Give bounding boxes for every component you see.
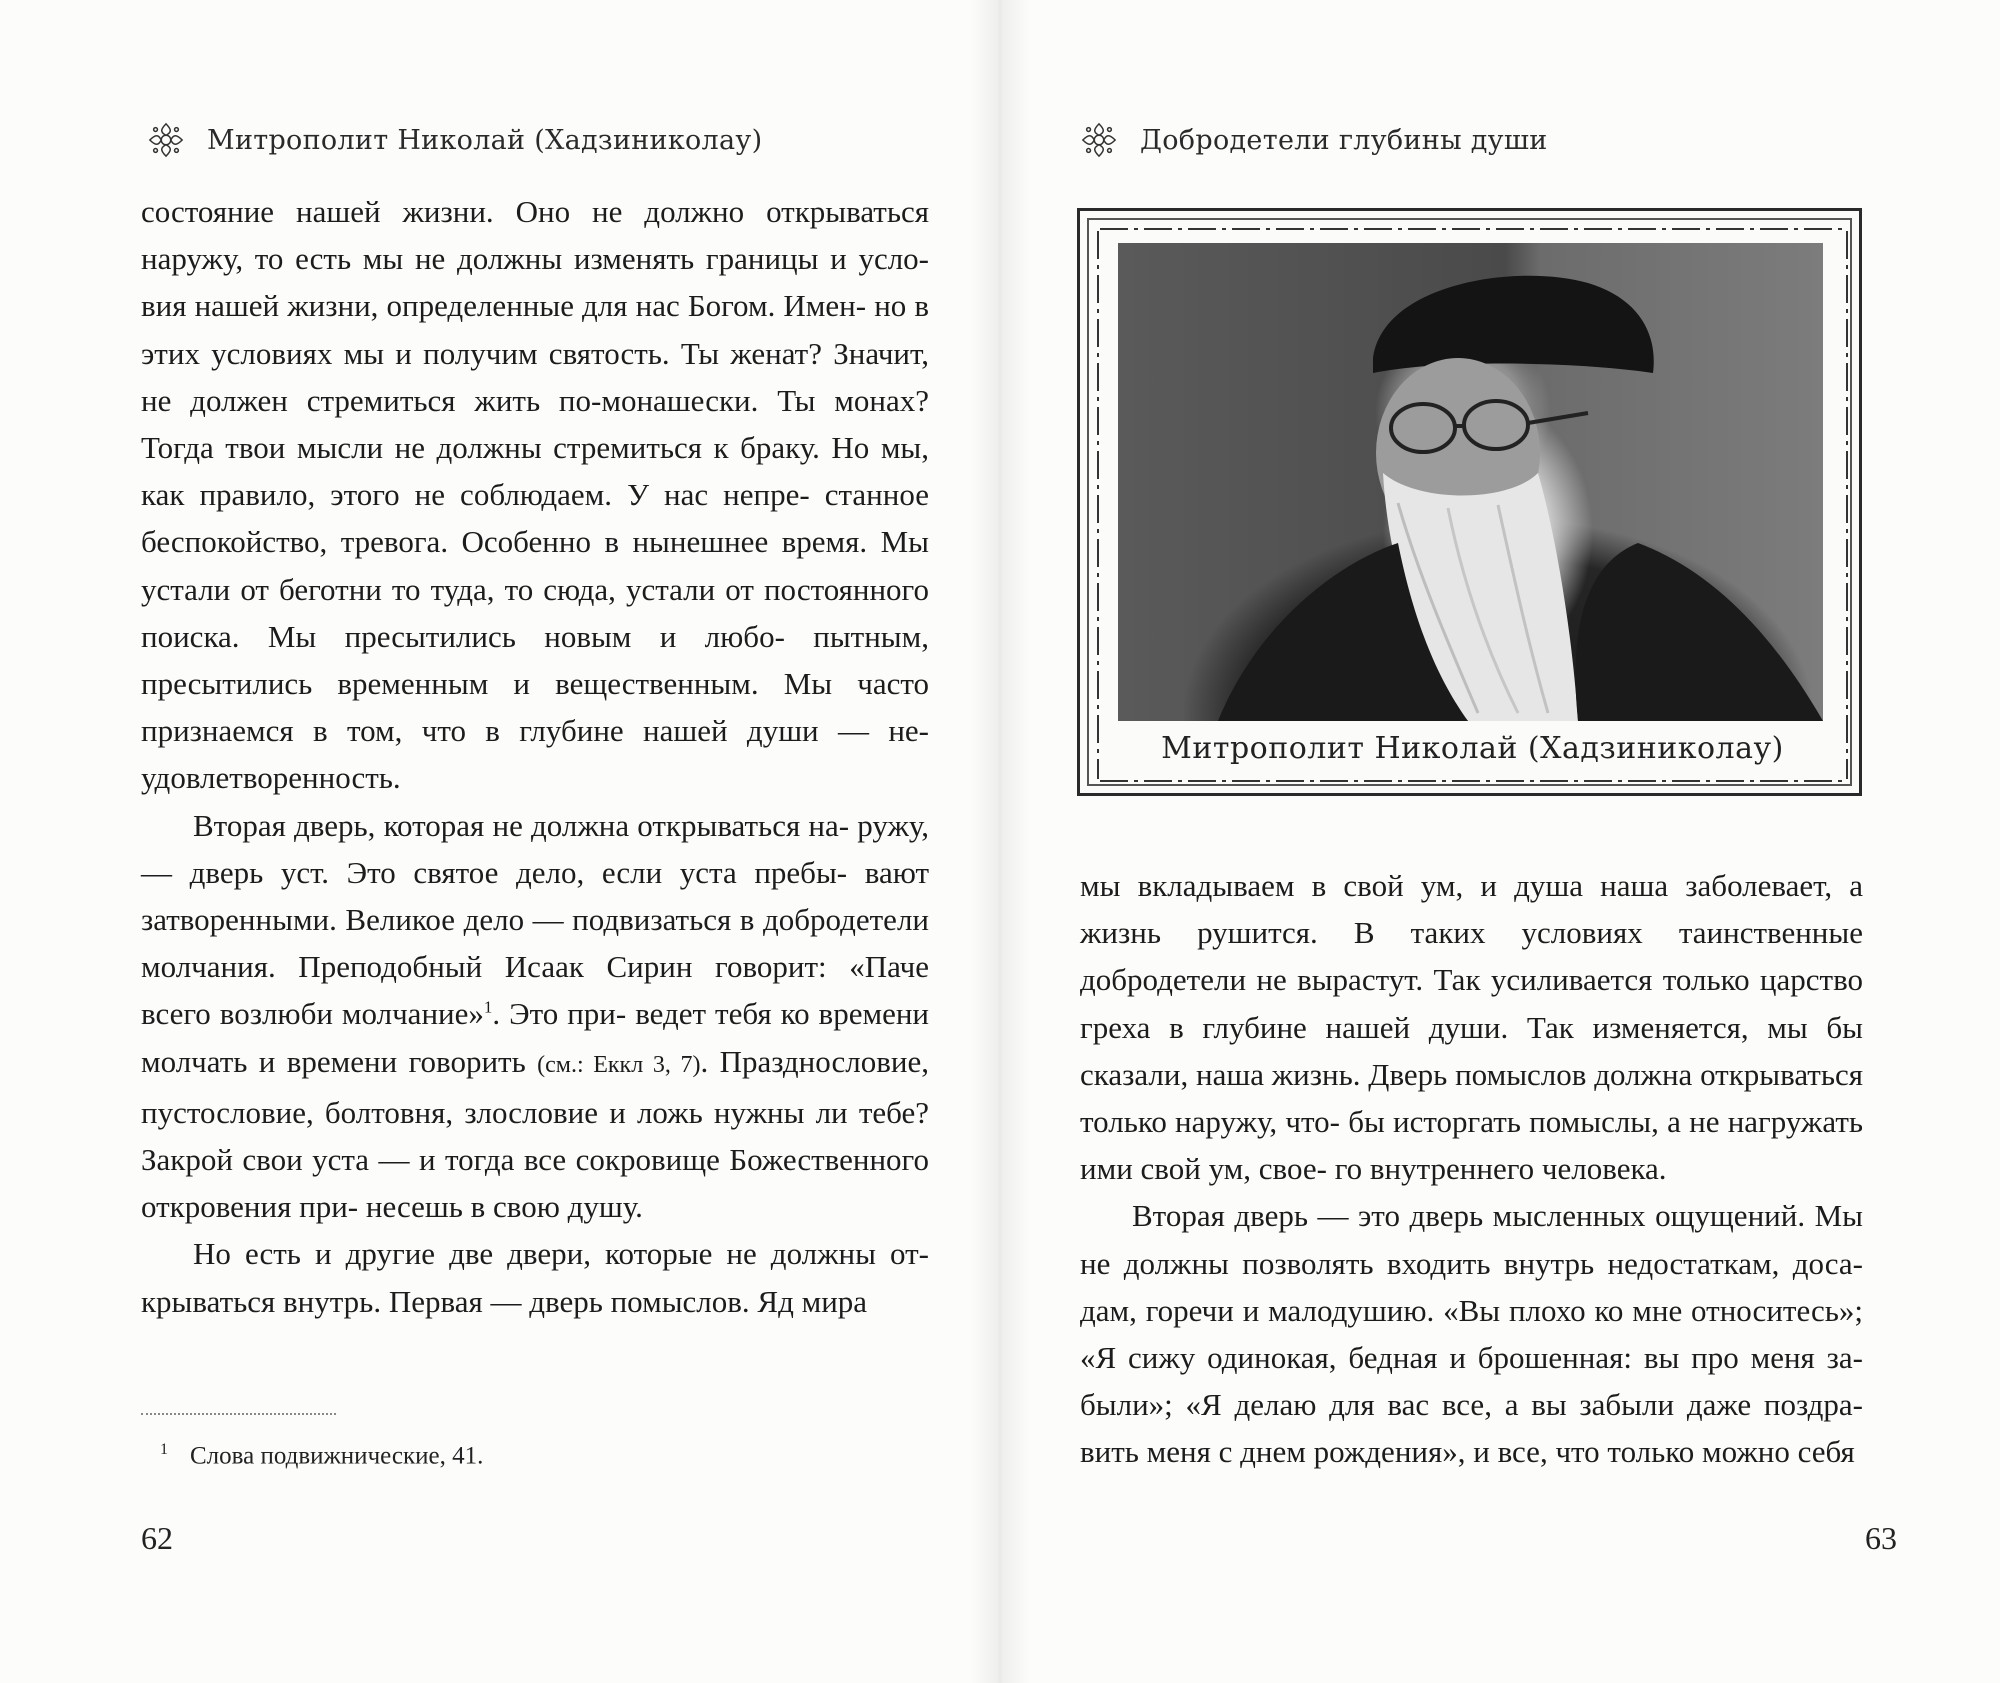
page-number-left: 62 (141, 1520, 173, 1556)
photo-frame (1077, 208, 1862, 796)
text-line: вия нашей жизни, определенные для нас Богом. Имен- (141, 288, 867, 324)
right-body-text (1080, 862, 1863, 1476)
text-line: и тогда все сокровище Божественного откровения при- (141, 1142, 929, 1225)
portrait-photo (1118, 243, 1823, 721)
floral-cross-icon (1080, 121, 1118, 159)
footnote-reference[interactable]: 1 (483, 998, 493, 1018)
text-line: бы исторгать помыслы, а не нагружать ими свой ум, свое- (1080, 1104, 1863, 1187)
page-number-right: 63 (1865, 1520, 1897, 1556)
floral-cross-icon (147, 121, 185, 159)
text-line: ружу, — дверь уст. Это святое дело, если уста пребы- (141, 807, 930, 890)
text-line: «Я сижу одинокая, бедная и брошенная: вы про меня за- (1080, 1340, 1863, 1376)
text-line: вырастут. Так усиливается только царство греха в глубине (1080, 962, 1864, 1045)
text-line: Значит, не должен стремиться жить по-монашески. Ты (141, 335, 929, 418)
left-paragraph-3 (141, 1230, 929, 1324)
left-paragraph-1 (141, 188, 929, 802)
running-head-left-text: Митрополит Николай (Хадзиниколау) (207, 124, 763, 156)
footnote-rule (141, 1413, 336, 1415)
scripture-reference: (см.: Еккл 3, 7) (537, 1051, 701, 1078)
text-line: постоянного поиска. Мы пресытились новым и любо- (141, 571, 930, 654)
text-line: несешь в свою душу. (365, 1189, 643, 1225)
text-line: Дверь помыслов должна открываться только наружу, что- (1080, 1056, 1863, 1140)
right-page (1000, 0, 2000, 1683)
text-line: крываться внутрь. Первая — дверь помыслов. Яд мира (141, 1283, 868, 1319)
text-line: злословие и ложь нужны ли тебе? Закрой свои уста — (141, 1094, 930, 1178)
running-head-right-text: Добродетели глубины души (1140, 124, 1548, 156)
text-line: время. Мы устали от беготни то туда, то сюда, устали от (141, 524, 929, 607)
text-line: станное беспокойство, тревога. Особенно в нынешнее (141, 477, 929, 560)
text-line: мы вкладываем в свой ум, и душа наша заболевает, а жизнь (1080, 868, 1863, 951)
text-line: . Празднословие, пустословие, болтовня, (141, 1043, 929, 1130)
text-line: нашей души. Так изменяется, мы бы сказали, наша жизнь. (1080, 1009, 1863, 1092)
text-line: пытным, пресытились временным и вещественным. Мы (141, 618, 929, 702)
left-body-text (141, 188, 929, 1325)
footnote-mark: 1 (160, 1441, 168, 1458)
text-line: наружу, то есть мы не должны изменять границы и усло- (141, 241, 929, 277)
text-line: часто признаемся в том, что в глубине нашей души — не- (141, 666, 929, 749)
text-line: в добродетели молчания. Преподобный Исаак Сирин (141, 902, 929, 985)
text-line: Вторая дверь — это дверь мысленных ощущений. Мы (1132, 1198, 1863, 1234)
text-line: вить меня с днем рождения», и все, что только можно себя (1080, 1434, 1855, 1470)
text-line: . Это при- (492, 996, 627, 1032)
left-paragraph-2 (141, 802, 929, 1231)
text-line: но в этих условиях мы и получим святость. Ты женат? (141, 288, 930, 371)
text-line: монах? Тогда твои мысли не должны стремиться к браку. (141, 382, 929, 466)
text-line: ведет тебя ко времени молчать и времени говорить (141, 996, 930, 1079)
portrait-figure (1118, 243, 1823, 721)
text-line: го внутреннего человека. (1334, 1151, 1667, 1187)
text-line: рушится. В таких условиях таинственные добродетели не (1080, 915, 1863, 998)
text-line: говорит: «Паче всего возлюби молчание» (141, 949, 929, 1032)
photo-caption: Митрополит Николай (Хадзиниколау) (1161, 731, 1784, 766)
running-head-left (147, 118, 762, 162)
text-line: вают затворенными. Великое дело — подвизаться (141, 854, 930, 938)
text-line: удовлетворенность. (141, 760, 401, 796)
running-head-right (1080, 118, 1548, 162)
right-paragraph-2 (1080, 1192, 1863, 1475)
text-line: были»; «Я делаю для вас все, а вы забыли даже поздра- (1080, 1387, 1863, 1423)
right-paragraph-1 (1080, 862, 1863, 1192)
text-line: не должны позволять входить внутрь недостаткам, доса- (1080, 1245, 1863, 1281)
book-gutter (970, 0, 1030, 1683)
text-line: Вторая дверь, которая не должна открываться на- (193, 807, 850, 843)
footnote (160, 1441, 483, 1470)
text-line: Но мы, как правило, этого не соблюдаем. У нас непре- (141, 430, 930, 513)
footnote-text: Слова подвижнические, 41. (190, 1442, 484, 1470)
text-line: состояние нашей жизни. Оно не должно открываться (141, 194, 929, 229)
text-line: дам, горечи и малодушию. «Вы плохо ко мне относитесь»; (1080, 1292, 1863, 1328)
text-line: Но есть и другие две двери, которые не должны от- (193, 1236, 929, 1272)
